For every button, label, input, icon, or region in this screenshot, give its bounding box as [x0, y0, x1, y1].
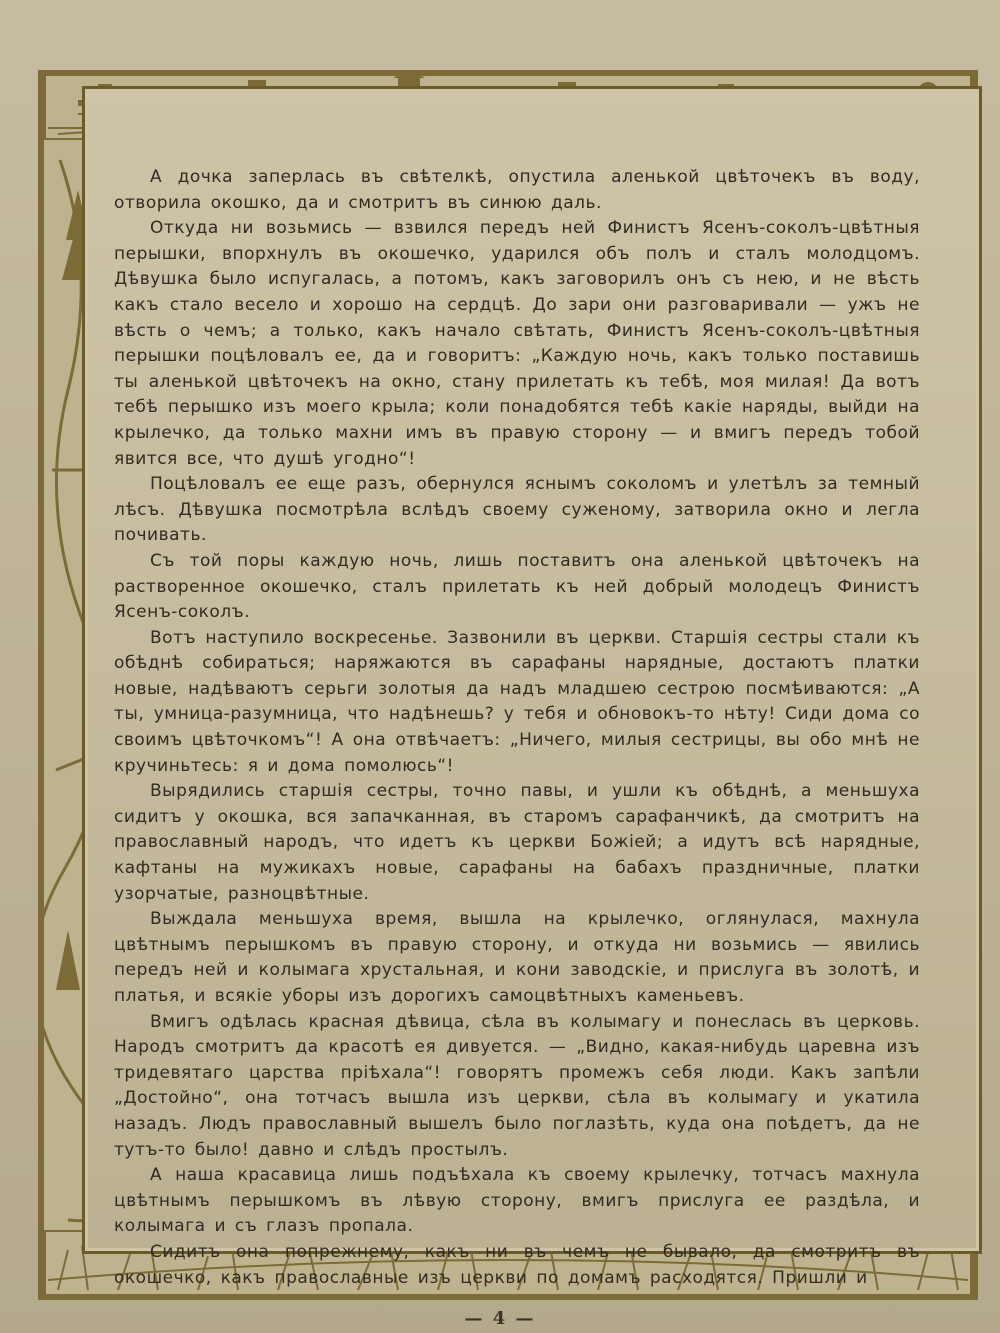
paragraph: А дочка заперлась въ свѣтелкѣ, опустила аленькой цвѣточекъ въ воду, отворила окошко, да и смотритъ въ синюю даль. [114, 167, 920, 213]
paragraph: Выждала меньшуха время, вышла на крылечко, оглянулася, махнула цвѣтнымъ перышкомъ въ правую сторону, и откуда ни возьмись — явились передъ ней и колымага хрустальная, и кони заводскіе, и прислуга въ золотѣ, и платья, и всякіе уборы изъ дорогихъ самоцвѣтныхъ каменьевъ. [114, 909, 920, 1006]
paragraph: Поцѣловалъ ее еще разъ, обернулся яснымъ соколомъ и улетѣлъ за темный лѣсъ. Дѣвушка посмотрѣла вслѣдъ своему суженому, затворила окно и легла почивать. [114, 474, 920, 546]
paragraph: Откуда ни возьмись — взвился передъ ней Финистъ Ясенъ-соколъ-цвѣтныя перышки, впорхнулъ въ окошечко, ударился объ полъ и сталъ молодцомъ. Дѣвушка было испугалась, а потомъ, какъ заговорилъ онъ съ нею, и не вѣсть какъ стало весело и хорошо на сердцѣ. До зари они разговаривали — ужъ не вѣсть о чемъ; а только, какъ начало свѣтать, Финистъ Ясенъ-соколъ-цвѣтныя перышки поцѣловалъ ее, да и говоритъ: „Каждую ночь, какъ только поставишь ты аленькой цвѣточекъ на окно, стану прилетать къ тебѣ, моя милая! Да вотъ тебѣ перышко изъ моего крыла; коли понадобятся тебѣ какіе наряды, выйди на крылечко, да только махни имъ въ правую сторону — и вмигъ передъ тобой явится все, что душѣ угодно“! [114, 218, 920, 469]
paragraph: Съ той поры каждую ночь, лишь поставитъ она аленькой цвѣточекъ на растворенное окошечко, сталъ прилетать къ ней добрый молодецъ Финистъ Ясенъ-соколъ. [114, 550, 920, 623]
paragraph: Вырядились старшія сестры, точно павы, и ушли къ обѣднѣ, а меньшуха сидитъ у окошка, вся запачканная, въ старомъ сарафанчикѣ, да смотритъ на православный народъ, что идетъ къ церкви Божіей; а идутъ всѣ нарядные, кафтаны на мужикахъ новые, сарафаны на бабахъ праздничные, платки узорчатые, разноцвѣтные. [114, 781, 920, 904]
paragraph: Сидитъ она попрежнему, какъ ни въ чемъ не бывало, да смотритъ въ окошечко, какъ православные изъ церкви по домамъ расходятся. Пришли и [114, 1241, 920, 1288]
story-text [114, 165, 920, 1291]
paragraph: Вотъ наступило воскресенье. Зазвонили въ церкви. Старшія сестры стали къ обѣднѣ собираться; наряжаются въ сарафаны нарядные, достаютъ платки новые, надѣваютъ серьги золотыя да надъ младшею сестрою посмѣиваются: „А ты, умница-разумница, что надѣнешь? у тебя и обновокъ-то нѣту! Сиди дома со своимъ цвѣточкомъ“! А она отвѣчаетъ: „Ничего, милыя сестрицы, вы обо мнѣ не кручиньтесь: я и дома помолюсь“! [114, 627, 920, 776]
page-number: — 4 — [464, 1308, 536, 1329]
paragraph: А наша красавица лишь подъѣхала къ своему крылечку, тотчасъ махнула цвѣтнымъ перышкомъ въ лѣвую сторону, вмигъ прислуга ее раздѣла, и колымага и съ глазъ пропала. [114, 1165, 920, 1237]
paragraph: Вмигъ одѣлась красная дѣвица, сѣла въ колымагу и понеслась въ церковь. Народъ смотритъ да красотѣ ея дивуется. — „Видно, какая-нибудь царевна изъ тридевятаго царства пріѣхала“! говорятъ промежъ себя люди. Какъ запѣли „Достойно“, она тотчасъ вышла изъ церкви, сѣла въ колымагу и укатила назадъ. Людъ православный вышелъ было поглазѣть, куда она поѣдетъ, да не тутъ-то было! давно и слѣдъ простылъ. [114, 1011, 920, 1160]
